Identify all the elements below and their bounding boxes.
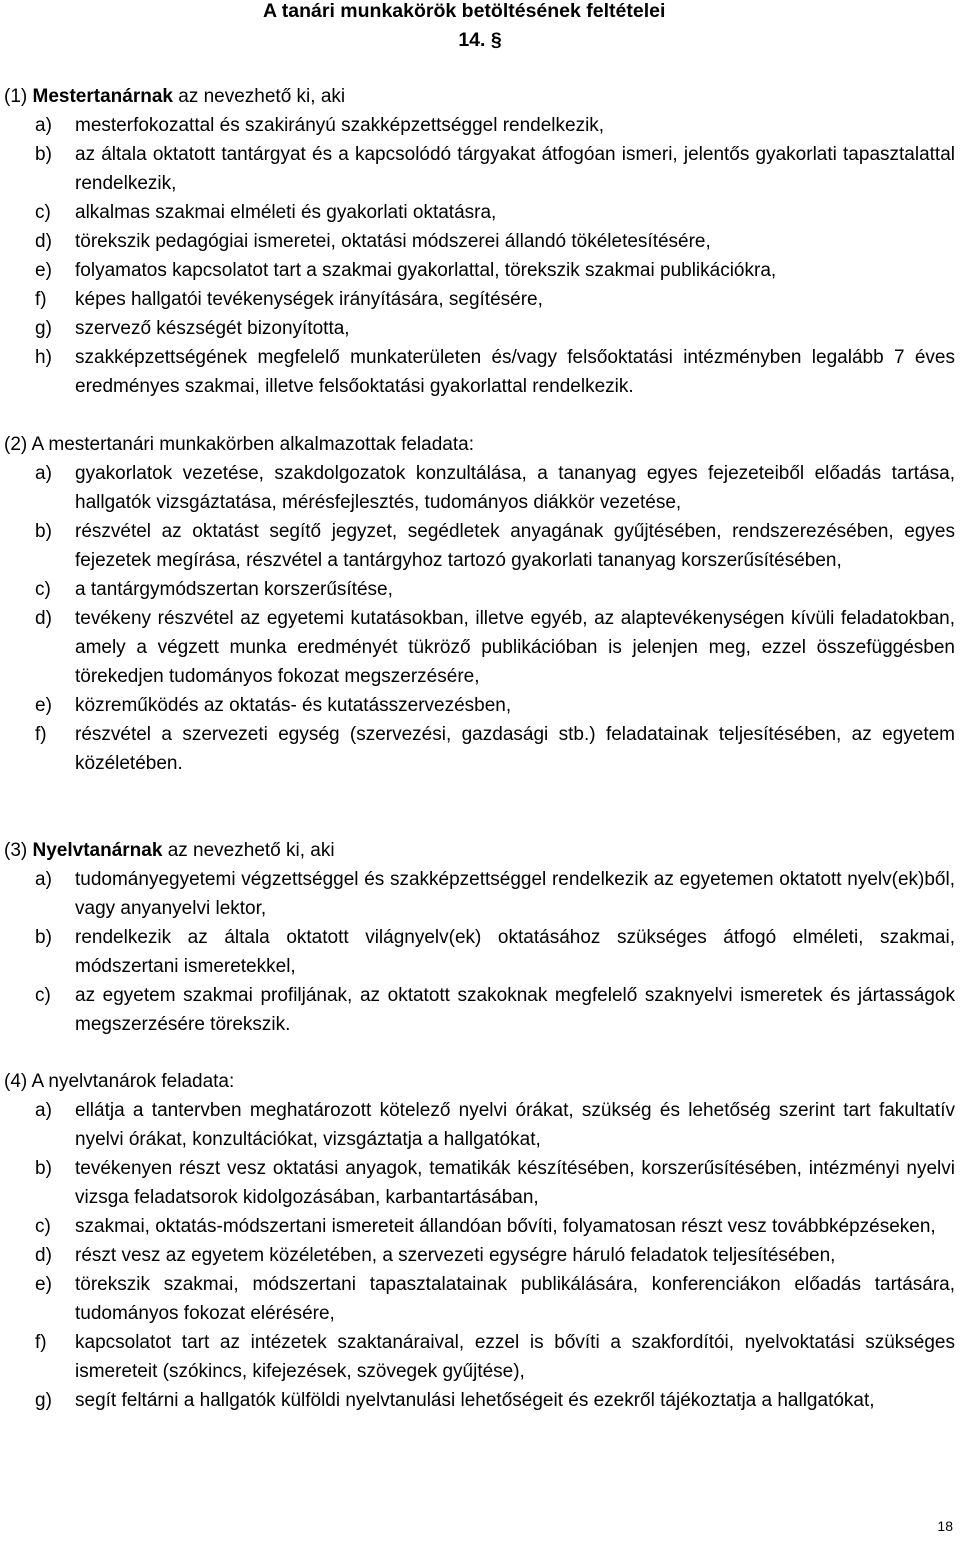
list-item-text: gyakorlatok vezetése, szakdolgozatok konzultálása, a tananyag egyes fejezeteiből előadás tartása, hallgatók vizsgáztatása, mérésfejlesztés, tudományos diákkör vezetése, bbox=[75, 463, 955, 513]
list-item-letter: f) bbox=[35, 289, 47, 310]
list-item-text: segít feltárni a hallgatók külföldi nyelvtanulási lehetőségeit és ezekről tájékoztatja a hallgatókat, bbox=[75, 1390, 875, 1411]
list-item-letter: e) bbox=[35, 695, 52, 716]
section-number: (2) bbox=[4, 434, 28, 455]
list-item-letter: c) bbox=[35, 579, 51, 600]
list-item-letter: e) bbox=[35, 260, 52, 281]
section-heading-text: A mestertanári munkakörben alkalmazottak feladata: bbox=[31, 434, 474, 455]
section-heading bbox=[4, 1067, 955, 1096]
list-item-letter: d) bbox=[35, 231, 52, 252]
list-item bbox=[4, 1241, 955, 1270]
list-item-text: törekszik szakmai, módszertani tapasztalatainak publikálására, konferenciákon előadás tartására, tudományos fokozat elérésére, bbox=[75, 1274, 955, 1324]
list-item-text: mesterfokozattal és szakirányú szakképzettséggel rendelkezik, bbox=[75, 115, 605, 136]
section-2 bbox=[4, 430, 955, 778]
list-item-letter: a) bbox=[35, 463, 52, 484]
list-item-letter: h) bbox=[35, 347, 52, 368]
list-item-letter: e) bbox=[35, 1274, 52, 1295]
list-item-text: az általa oktatott tantárgyat és a kapcsolódó tárgyakat átfogóan ismeri, jelentős gyakorlati tapasztalattal rendelkezik, bbox=[75, 144, 955, 194]
section-term: Nyelvtanárnak bbox=[32, 840, 163, 861]
list-item-text: tevékenyen részt vesz oktatási anyagok, tematikák készítésében, korszerűsítésében, intézményi nyelvi vizsga feladatsorok kidolgozásában, karbantartásában, bbox=[75, 1158, 955, 1208]
list-item-letter: d) bbox=[35, 1245, 52, 1266]
list-item bbox=[4, 1212, 955, 1241]
list-item-text: törekszik pedagógiai ismeretei, oktatási módszerei állandó tökéletesítésére, bbox=[75, 231, 711, 252]
list-item bbox=[4, 314, 955, 343]
list-item bbox=[4, 981, 955, 1039]
list-item-text: tudományegyetemi végzettséggel és szakképzettséggel rendelkezik az egyetemen oktatott nyelv(ek)ből, vagy anyanyelvi lektor, bbox=[75, 869, 955, 919]
list-item bbox=[4, 285, 955, 314]
list-item-letter: b) bbox=[35, 521, 52, 542]
section-3 bbox=[4, 836, 955, 1039]
list-item-letter: c) bbox=[35, 1216, 51, 1237]
list-item-text: tevékeny részvétel az egyetemi kutatásokban, illetve egyéb, az alaptevékenységen kívüli feladatokban, amely a végzett munka eredményét tükröző publikációban is jelenjen meg, ezzel összefüggésben törekedjen tudományos fokozat megszerzésére, bbox=[75, 608, 955, 687]
list-item bbox=[4, 111, 955, 140]
list-item-text: részvétel a szervezeti egység (szervezési, gazdasági stb.) feladatainak teljesítésében, az egyetem közéletében. bbox=[75, 724, 955, 774]
list-item-letter: c) bbox=[35, 985, 51, 1006]
section-4 bbox=[4, 1067, 955, 1415]
page-number: 18 bbox=[937, 1518, 953, 1534]
list-item bbox=[4, 1270, 955, 1328]
list-item bbox=[4, 227, 955, 256]
list-item bbox=[4, 517, 955, 575]
list-item-text: kapcsolatot tart az intézetek szaktanáraival, ezzel is bővíti a szakfordítói, nyelvoktatási szükséges ismereteit (szókincs, kifejezések, szövegek gyűjtése), bbox=[75, 1332, 955, 1382]
list-item-text: képes hallgatói tevékenységek irányítására, segítésére, bbox=[75, 289, 543, 310]
list-item bbox=[4, 691, 955, 720]
list-item-letter: b) bbox=[35, 1158, 52, 1179]
list-item bbox=[4, 256, 955, 285]
list-item-text: szakképzettségének megfelelő munkaterületen és/vagy felsőoktatási intézményben legalább 7 éves eredményes szakmai, illetve felsőoktatási gyakorlattal rendelkezik. bbox=[75, 347, 955, 397]
list-item-text: ellátja a tantervben meghatározott kötelező nyelvi órákat, szükség és lehetőség szerint tart fakultatív nyelvi órákat, konzultációkat, vizsgáztatja a hallgatókat, bbox=[75, 1100, 955, 1150]
list-item-letter: d) bbox=[35, 608, 52, 629]
list-item-text: részvétel az oktatást segítő jegyzet, segédletek anyagának gyűjtésében, rendszerezésében, egyes fejezetek megírása, részvétel a tantárgyhoz tartozó gyakorlati tananyag korszerűsítésében, bbox=[75, 521, 955, 571]
list-item-text: szervező készségét bizonyította, bbox=[75, 318, 350, 339]
list-item-text: szakmai, oktatás-módszertani ismereteit állandóan bővíti, folyamatosan részt vesz továbbképzéseken, bbox=[75, 1216, 936, 1237]
section-heading bbox=[4, 836, 955, 865]
list-item bbox=[4, 575, 955, 604]
list-item bbox=[4, 604, 955, 691]
list-item-letter: b) bbox=[35, 927, 52, 948]
section-heading-text: A nyelvtanárok feladata: bbox=[31, 1071, 235, 1092]
list-item bbox=[4, 198, 955, 227]
section-1 bbox=[4, 82, 955, 401]
list-item bbox=[4, 140, 955, 198]
list-item bbox=[4, 865, 955, 923]
list-item bbox=[4, 1386, 955, 1415]
section-term: Mestertanárnak bbox=[32, 86, 173, 107]
section-heading-text: az nevezhető ki, aki bbox=[178, 86, 346, 107]
document-title: A tanári munkakörök betöltésének feltételei bbox=[263, 0, 666, 22]
section-heading-text: az nevezhető ki, aki bbox=[167, 840, 335, 861]
section-number: (1) bbox=[4, 86, 28, 107]
list-item-letter: a) bbox=[35, 115, 52, 136]
list-item-text: a tantárgymódszertan korszerűsítése, bbox=[75, 579, 393, 600]
list-item bbox=[4, 923, 955, 981]
section-heading bbox=[4, 430, 955, 459]
list-item-letter: b) bbox=[35, 144, 52, 165]
list-item-letter: f) bbox=[35, 724, 47, 745]
list-item bbox=[4, 1328, 955, 1386]
list-item-letter: g) bbox=[35, 318, 52, 339]
list-item-text: részt vesz az egyetem közéletében, a szervezeti egységre háruló feladatok teljesítésében, bbox=[75, 1245, 836, 1266]
list-item bbox=[4, 720, 955, 778]
list-item-letter: f) bbox=[35, 1332, 47, 1353]
list-item-letter: a) bbox=[35, 869, 52, 890]
list-item-letter: c) bbox=[35, 202, 51, 223]
list-item bbox=[4, 459, 955, 517]
list-item bbox=[4, 1154, 955, 1212]
list-item-letter: g) bbox=[35, 1390, 52, 1411]
section-mark: 14. § bbox=[458, 29, 502, 51]
list-item-text: rendelkezik az általa oktatott világnyelv(ek) oktatásához szükséges átfogó elméleti, szakmai, módszertani ismeretekkel, bbox=[75, 927, 955, 977]
section-number: (4) bbox=[4, 1071, 28, 1092]
list-item-text: az egyetem szakmai profiljának, az oktatott szakoknak megfelelő szaknyelvi ismeretek és jártasságok megszerzésére törekszik. bbox=[75, 985, 955, 1035]
section-heading bbox=[4, 82, 955, 111]
section-number: (3) bbox=[4, 840, 28, 861]
list-item-text: közreműködés az oktatás- és kutatásszervezésben, bbox=[75, 695, 512, 716]
list-item-text: folyamatos kapcsolatot tart a szakmai gyakorlattal, törekszik szakmai publikációkra, bbox=[75, 260, 777, 281]
list-item-text: alkalmas szakmai elméleti és gyakorlati oktatásra, bbox=[75, 202, 497, 223]
list-item bbox=[4, 1096, 955, 1154]
list-item-letter: a) bbox=[35, 1100, 52, 1121]
list-item bbox=[4, 343, 955, 401]
